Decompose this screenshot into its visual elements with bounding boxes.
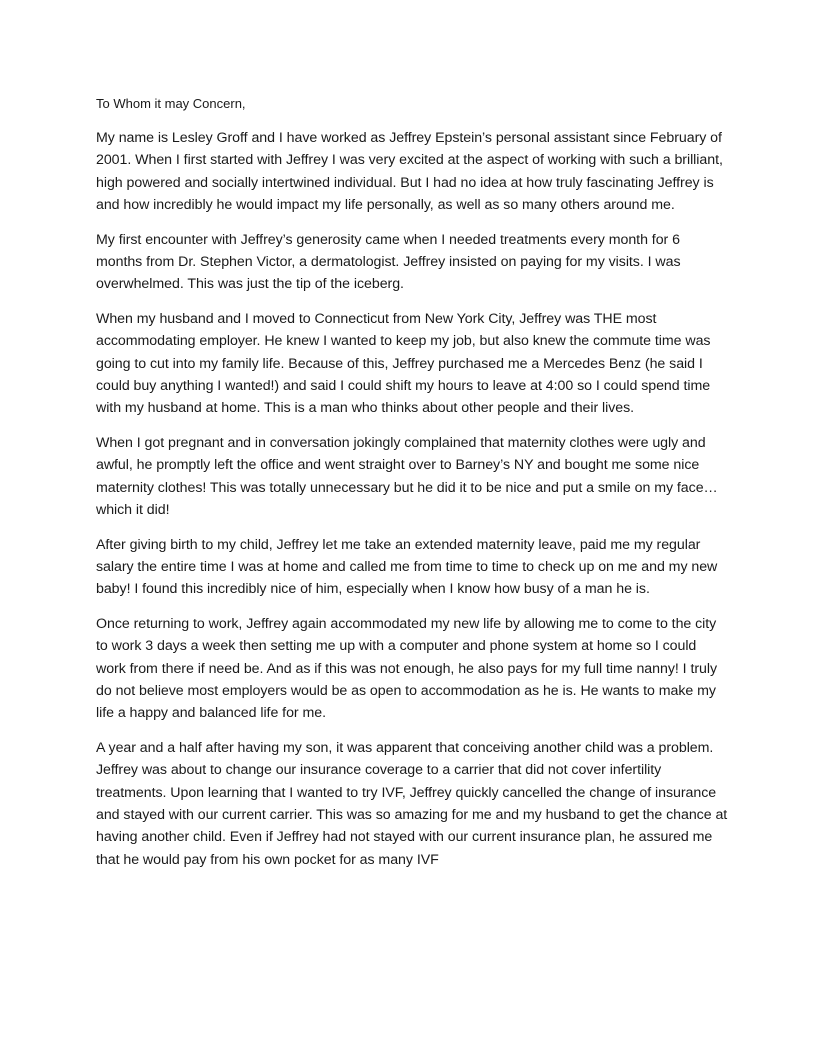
- paragraph-maternity-clothes: When I got pregnant and in conversation jokingly complained that maternity clothes were ugly and awful, he promptly left the office and went straight over to Barney’s NY and bought me some nice maternity clothes! This was totally unnecessary but he did it to be nice and put a smile on my face…which it did!: [96, 434, 718, 519]
- paragraph-connecticut-move: When my husband and I moved to Connecticut from New York City, Jeffrey was THE most accommodating employer. He knew I wanted to keep my job, but also knew the commute time was going to cut into my family life. Because of this, Jeffrey purchased me a Mercedes Benz (he said I could buy anything I wanted!) and said I could shift my hours to leave at 4:00 so I could spend time with my husband at home. This is a man who thinks about other people and their lives.: [96, 310, 711, 417]
- paragraph-insurance-ivf: A year and a half after having my son, it was apparent that conceiving another child was a problem. Jeffrey was about to change our insurance coverage to a carrier that did not cover infertility treatments. Upon learning that I wanted to try IVF, Jeffrey quickly cancelled the change of insurance and stayed with our current carrier. This was so amazing for me and my husband to get the chance at having another child. Even if Jeffrey had not stayed with our current insurance plan, he assured me that he would pay from his own pocket for as many IVF: [96, 739, 728, 868]
- paragraph-dermatologist: My first encounter with Jeffrey’s generosity came when I needed treatments every month for 6 months from Dr. Stephen Victor, a dermatologist. Jeffrey insisted on paying for my visits. I was overwhelmed. This was just the tip of the iceberg.: [96, 231, 681, 293]
- letter-body: [96, 93, 728, 883]
- salutation: To Whom it may Concern,: [96, 96, 246, 111]
- paragraph-introduction: My name is Lesley Groff and I have worked as Jeffrey Epstein’s personal assistant since February of 2001. When I first started with Jeffrey I was very excited at the aspect of working with such a brilliant, high powered and socially intertwined individual. But I had no idea at how truly fascinating Jeffrey is and how incredibly he would impact my life personally, as well as so many others around me.: [96, 130, 723, 214]
- paragraph-return-to-work: Once returning to work, Jeffrey again accommodated my new life by allowing me to come to the city to work 3 days a week then setting me up with a computer and phone system at home so I could work from there if need be. And as if this was not enough, he also pays for my full time nanny! I truly do not believe most employers would be as open to accommodation as he is. He wants to make my life a happy and balanced life for me.: [96, 615, 717, 722]
- paragraph-maternity-leave: After giving birth to my child, Jeffrey let me take an extended maternity leave, paid me my regular salary the entire time I was at home and called me from time to time to check up on me and my new baby! I found this incredibly nice of him, especially when I know how busy of a man he is.: [96, 536, 718, 598]
